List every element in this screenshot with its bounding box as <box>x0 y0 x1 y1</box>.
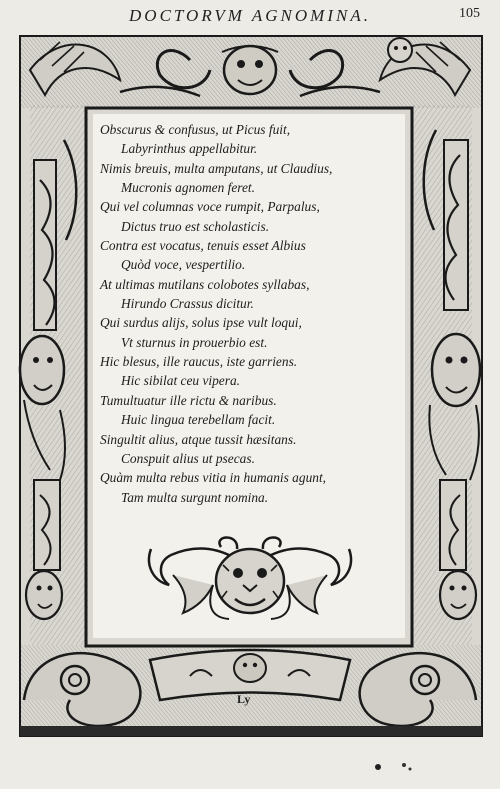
verse-line: Hic blesus, ille raucus, iste garriens. <box>100 354 298 370</box>
verse-line: Qui vel columnas voce rumpit, Parpalus, <box>100 199 320 215</box>
running-title: DOCTORVM AGNOMINA. <box>129 6 371 25</box>
ink-specks <box>370 755 430 779</box>
bottom-ornament <box>20 645 482 736</box>
verse-line: Tumultuatur ille rictu & naribus. <box>100 392 277 408</box>
verse-line: Singultit alius, atque tussit hæsitans. <box>100 431 297 447</box>
verse-line: Qui surdus alijs, solus ipse vult loqui, <box>100 315 302 331</box>
signature-mark: Ly <box>237 692 251 706</box>
verse-line: Nimis breuis, multa amputans, ut Claudius, <box>100 160 333 176</box>
verse-line: Contra est vocatus, tenuis esset Albius <box>100 238 306 254</box>
page-number: 105 <box>459 6 480 21</box>
verse-line: Hic sibilat ceu vipera. <box>121 373 240 389</box>
verse-line: Obscurus & confusus, ut Picus fuit, <box>100 122 291 137</box>
verse-line: At ultimas mutilans colobotes syllabas, <box>100 276 310 292</box>
verse-line: Huic lingua terebellam facit. <box>121 412 276 428</box>
verse-line: Tam multa surgunt nomina. <box>121 489 269 505</box>
verse <box>100 120 400 507</box>
grotesque-mask-ornament <box>143 535 357 623</box>
verse-line: Mucronis agnomen feret. <box>121 180 256 196</box>
verse-line: Quòd voce, vespertilio. <box>121 257 246 273</box>
right-column-ornament <box>412 105 480 645</box>
verse-line: Conspuit alius ut psecas. <box>121 450 255 466</box>
verse-line: Vt sturnus in prouerbio est. <box>121 334 268 350</box>
left-column-ornament <box>20 105 88 645</box>
verse-line: Labyrinthus appellabitur. <box>121 141 258 157</box>
top-ornament <box>20 36 482 108</box>
verse-line: Dictus truo est scholasticis. <box>121 218 270 234</box>
verse-line: Quàm multa rebus vitia in humanis agunt, <box>100 470 327 486</box>
verse-line: Hirundo Crassus dicitur. <box>121 296 254 312</box>
